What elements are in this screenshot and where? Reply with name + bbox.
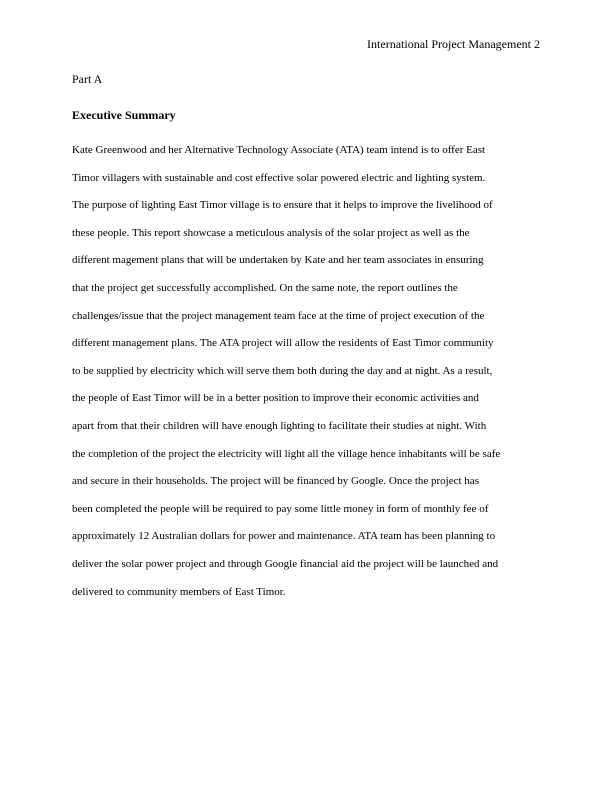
- paragraph-line: approximately 12 Australian dollars for power and maintenance. ATA team has been planning to: [72, 530, 496, 543]
- section-heading: Executive Summary: [72, 108, 176, 122]
- paragraph-line: the people of East Timor will be in a better position to improve their economic activities and: [72, 392, 479, 405]
- paragraph-line: different management plans. The ATA project will allow the residents of East Timor community: [72, 337, 494, 350]
- paragraph-line: apart from that their children will have enough lighting to facilitate their studies at night. With: [72, 419, 487, 432]
- paragraph-line: challenges/issue that the project management team face at the time of project execution of the: [72, 309, 485, 322]
- paragraph-line: that the project get successfully accomplished. On the same note, the report outlines the: [72, 281, 458, 294]
- paragraph-line: the completion of the project the electricity will light all the village hence inhabitants will be safe: [72, 447, 501, 460]
- paragraph-line: The purpose of lighting East Timor village is to ensure that it helps to improve the livelihood of: [72, 199, 493, 212]
- paragraph-line: Kate Greenwood and her Alternative Technology Associate (ATA) team intend is to offer East: [72, 144, 486, 156]
- running-head: International Project Management 2: [367, 37, 540, 51]
- paragraph-line: deliver the solar power project and through Google financial aid the project will be launched and: [72, 557, 499, 570]
- part-label: Part A: [72, 72, 103, 86]
- executive-summary-paragraph: [72, 142, 542, 611]
- paragraph-line: these people. This report showcase a meticulous analysis of the solar project as well as the: [72, 226, 470, 239]
- paragraph-line: to be supplied by electricity which will serve them both during the day and at night. As a result,: [72, 364, 493, 377]
- paragraph-line: different magement plans that will be undertaken by Kate and her team associates in ensuring: [72, 254, 484, 267]
- paragraph-line: and secure in their households. The project will be financed by Google. Once the project has: [72, 475, 479, 488]
- paragraph-line: Timor villagers with sustainable and cost effective solar powered electric and lighting system.: [72, 171, 486, 184]
- paragraph-line: been completed the people will be required to pay some little money in form of monthly fee of: [72, 502, 489, 515]
- paragraph-line: delivered to community members of East Timor.: [72, 585, 286, 598]
